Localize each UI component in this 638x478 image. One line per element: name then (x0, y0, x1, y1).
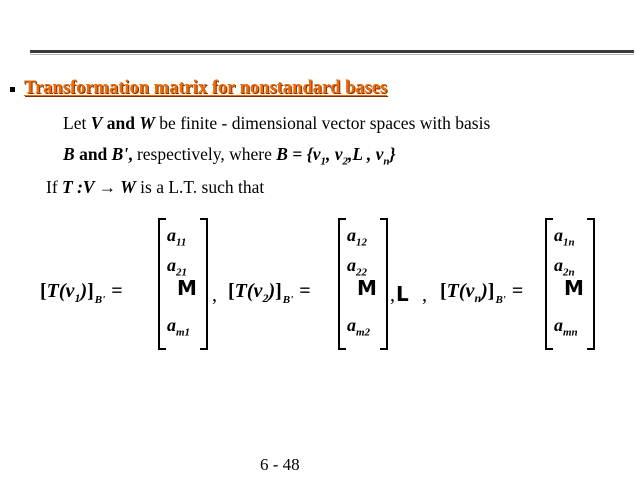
text-line-1 (63, 113, 490, 134)
matrix-2-entry-1: $a_{12}$ (347, 225, 367, 249)
matrix-2-left-bracket (338, 218, 346, 350)
equation-3-lhs: $[T(v_n)]_{B'}$ = (440, 280, 524, 306)
matrix-3 (545, 218, 595, 348)
eq3-arg: (v (458, 280, 475, 302)
equation-1-lhs: $[T(v_1)]_{B'}$ = (40, 280, 123, 306)
ellipsis-L: L (396, 282, 409, 306)
var-B: B (63, 144, 75, 164)
matrix-2-entry-4: $a_{m2}$ (347, 315, 371, 339)
slide-heading: Transformation matrix for nonstandard bases (24, 78, 388, 98)
title-rule-shadow (30, 54, 634, 55)
sub-n: n (383, 155, 390, 168)
eq1-close: ) (80, 280, 88, 302)
matrix-1-entry-2: $a_{21}$ (167, 255, 187, 279)
eq3-T: T (446, 280, 459, 302)
eq1-T: T (46, 280, 59, 302)
basis-set-close: } (389, 144, 396, 164)
text-and: and (102, 113, 140, 133)
eq2-close: ) (268, 280, 276, 302)
eq1-equals: = (111, 280, 123, 302)
eq3-sub: n (474, 291, 482, 305)
eq1-arg: (v (58, 280, 75, 302)
text-if: If (46, 177, 63, 197)
separator-comma-2: , (390, 284, 395, 306)
text-lt: is a L.T. such that (135, 177, 265, 197)
page-number: 6 - 48 (260, 455, 300, 474)
text-line-2 (63, 144, 396, 168)
text-let: Let (63, 113, 91, 133)
matrix-3-left-bracket (545, 218, 553, 350)
eq3-equals: = (511, 280, 524, 302)
equation-2-lhs: $[T(v_2)]_{B'}$ = (228, 280, 311, 306)
bullet-square-icon (10, 87, 15, 92)
basis-set-mid: , v (326, 144, 343, 164)
var-B-prime: B' (111, 144, 129, 164)
basis-set-open: B = {v (276, 144, 321, 164)
matrix-3-entry-2: $a_{2n}$ (554, 255, 575, 279)
separator-comma-1: , (212, 284, 217, 306)
text-comma: , (128, 144, 133, 164)
eq2-equals: = (299, 280, 311, 302)
eq1-sub: 1 (74, 291, 81, 305)
eq1-basis: B' (94, 294, 106, 306)
eq2-arg: (v (246, 280, 263, 302)
map-T: T :V → W (62, 177, 136, 197)
sub-2: 2 (342, 155, 349, 168)
separator-comma-3: , (422, 284, 427, 306)
matrix-2-entry-2: $a_{22}$ (347, 255, 367, 279)
matrix-2-vdots: M (357, 276, 377, 300)
eq2-sub: 2 (262, 291, 269, 305)
sub-1: 1 (320, 155, 327, 168)
matrix-3-entry-4: $a_{mn}$ (554, 315, 578, 339)
matrix-3-entry-1: $a_{1n}$ (554, 225, 575, 249)
text-and-2: and (74, 144, 112, 164)
text-line-3 (46, 177, 264, 198)
matrix-1-left-bracket (158, 218, 166, 350)
basis-set-ellipsis: ,L , v (348, 144, 384, 164)
text-rest: be finite - dimensional vector spaces with basis (154, 113, 491, 133)
eq3-basis: B' (495, 294, 506, 306)
text-respectively: respectively, where (132, 144, 277, 164)
eq2-T: T (234, 280, 247, 302)
matrix-3-vdots: M (564, 276, 584, 300)
title-rule (30, 50, 634, 53)
var-W: W (139, 113, 155, 133)
eq2-basis: B' (282, 294, 294, 306)
var-V: V (90, 113, 103, 133)
matrix-1-vdots: M (177, 276, 197, 300)
eq3-close: ) (481, 280, 488, 302)
matrix-1-entry-4: $a_{m1}$ (167, 315, 191, 339)
matrix-2 (338, 218, 388, 348)
matrix-1 (158, 218, 208, 348)
matrix-1-entry-1: $a_{11}$ (167, 225, 187, 249)
